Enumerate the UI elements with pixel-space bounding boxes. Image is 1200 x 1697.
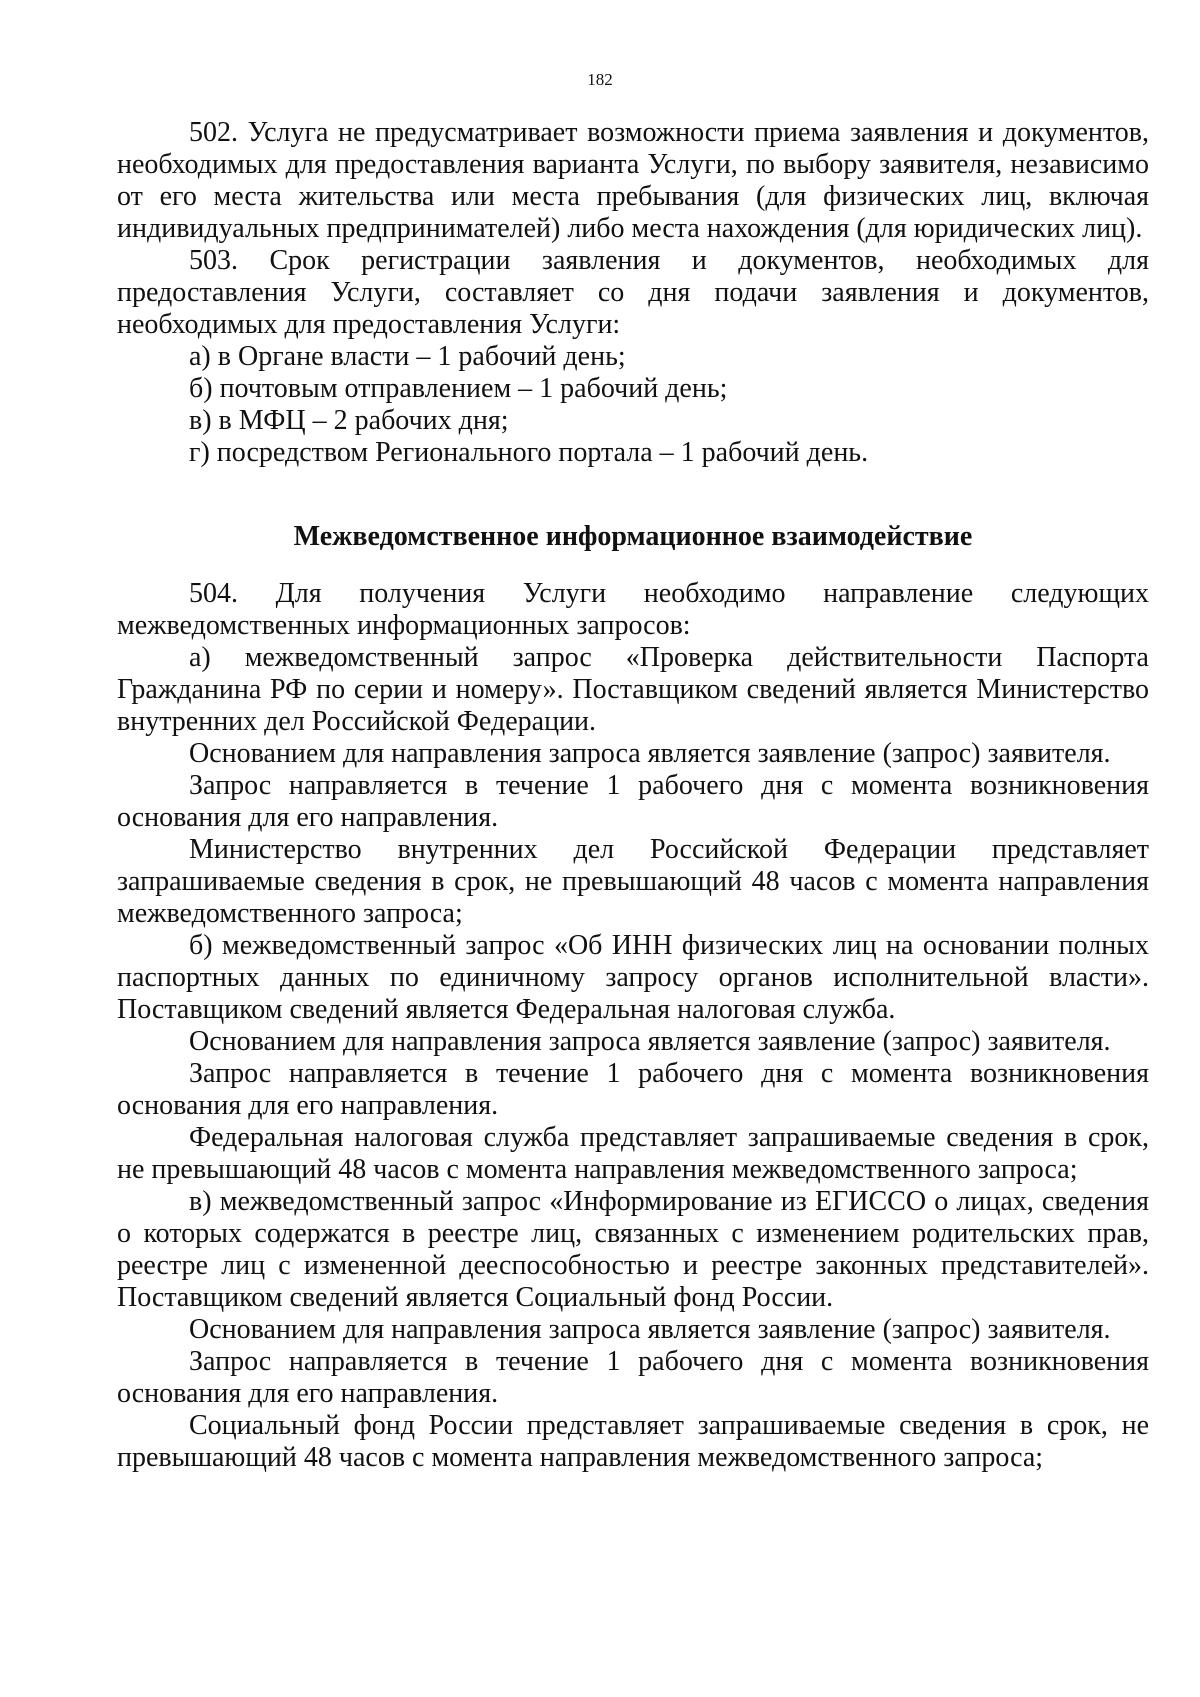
request-a: а) межведомственный запрос «Проверка действительности Паспорта Гражданина РФ по серии и номеру». Поставщиком сведений является Министерство внутренних дел Российской Федерации. (117, 642, 1149, 737)
request-b-timing: Запрос направляется в течение 1 рабочего дня с момента возникновения основания для его направления. (117, 1058, 1149, 1121)
list-item-a: а) в Органе власти – 1 рабочий день; (189, 341, 626, 372)
list-item-b: б) почтовым отправлением – 1 рабочий день; (189, 373, 728, 404)
request-v-response: Социальный фонд России представляет запрашиваемые сведения в срок, не превышающий 48 часов с момента направления межведомственного запроса; (117, 1410, 1149, 1473)
paragraph-502: 502. Услуга не предусматривает возможности приема заявления и документов, необходимых для предоставления варианта Услуги, по выбору заявителя, независимо от его места жительства или места пребывания (для физических лиц, включая индивидуальных предпринимателей) либо места нахождения (для юридических лиц). (117, 117, 1149, 244)
paragraph-504: 504. Для получения Услуги необходимо направление следующих межведомственных информационных запросов: (117, 578, 1149, 641)
request-b-basis: Основанием для направления запроса является заявление (запрос) заявителя. (189, 1026, 1111, 1057)
list-item-g: г) посредством Регионального портала – 1 рабочий день. (189, 437, 869, 468)
request-b: б) межведомственный запрос «Об ИНН физических лиц на основании полных паспортных данных по единичному запросу органов исполнительной власти». Поставщиком сведений является Федеральная налоговая служба. (117, 930, 1149, 1025)
request-b-response: Федеральная налоговая служба представляет запрашиваемые сведения в срок, не превышающий 48 часов с момента направления межведомственного запроса; (117, 1122, 1149, 1185)
request-v-timing: Запрос направляется в течение 1 рабочего дня с момента возникновения основания для его направления. (117, 1346, 1149, 1409)
request-v: в) межведомственный запрос «Информирование из ЕГИССО о лицах, сведения о которых содержатся в реестре лиц, связанных с изменением родительских прав, реестре лиц с измененной дееспособностью и реестре законных представителей». Поставщиком сведений является Социальный фонд России. (117, 1186, 1149, 1313)
list-item-v: в) в МФЦ – 2 рабочих дня; (189, 405, 509, 436)
request-a-timing: Запрос направляется в течение 1 рабочего дня с момента возникновения основания для его направления. (117, 770, 1149, 833)
page-number: 182 (587, 70, 613, 89)
request-a-basis: Основанием для направления запроса является заявление (запрос) заявителя. (189, 738, 1111, 769)
request-a-response: Министерство внутренних дел Российской Федерации представляет запрашиваемые сведения в срок, не превышающий 48 часов с момента направления межведомственного запроса; (117, 834, 1149, 929)
document-body (117, 117, 1149, 1474)
paragraph-503: 503. Срок регистрации заявления и документов, необходимых для предоставления Услуги, составляет со дня подачи заявления и документов, необходимых для предоставления Услуги: (117, 245, 1149, 340)
section-heading: Межведомственное информационное взаимодействие (293, 521, 973, 552)
request-v-basis: Основанием для направления запроса является заявление (запрос) заявителя. (189, 1314, 1111, 1345)
